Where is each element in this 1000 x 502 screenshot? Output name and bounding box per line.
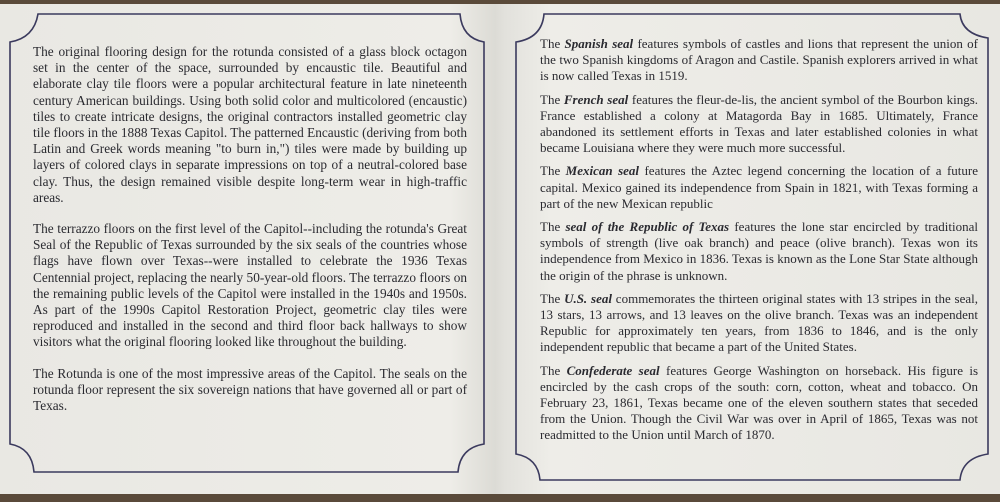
- paragraph-us-seal: The U.S. seal commemorates the thirteen original states with 13 stripes in the seal, 13 stars, 13 arrows, and 13 leaves on the olive branch. Texas was an independent Republic for approximately ten years, from 1836 to 1846, and is the only independent republic that became a part of the United States.: [540, 290, 979, 355]
- right-page: [500, 4, 1000, 494]
- paragraph-mexican-seal: The Mexican seal features the Aztec legend concerning the location of a future capital. Mexico gained its independence from Spain in 1821, with Texas forming a part of the new Mexican republic: [540, 163, 978, 211]
- left-page: [0, 4, 494, 494]
- seal-name-french: French seal: [563, 91, 629, 107]
- paragraph-confederate-seal: The Confederate seal features George Washington on horseback. His figure is encircled by the cash crops of the south: corn, cotton, wheat and tobacco. On February 23, 1861, Texas became one of the eleven southern states that seceded from the Union. Though the Civil War was over in April of 1865, Texas was not readmitted to the Union until March of 1870.: [540, 362, 979, 443]
- paragraph-republic-of-texas-seal: The seal of the Republic of Texas features the lone star encircled by traditional symbols of strength (live oak branch) and peace (olive branch). Texas won its independence from Mexico in 1836. Texas is known as the Lone Star State although the origin of the phrase is unknown.: [540, 219, 979, 283]
- paragraph-french-seal: The French seal features the fleur-de-lis, the ancient symbol of the Bourbon kings. France established a colony at Matagorda Bay in 1685. Ultimately, France abandoned its settlement efforts in Texas and later established colonies in what became Louisiana where they were much more successful.: [540, 91, 979, 156]
- seal-name-spanish: Spanish seal: [564, 36, 634, 51]
- seal-name-mexican: Mexican seal: [565, 163, 640, 179]
- paragraph-spanish-seal: The Spanish seal features symbols of castles and lions that represent the union of the two Spanish kingdoms of Aragon and Castile. Spanish explorers arrived in what is now called Texas in 1519.: [540, 36, 978, 84]
- paragraph-terrazzo-floors: The terrazzo floors on the first level of the Capitol--including the rotunda's Great Seal of the Republic of Texas surrounded by the six seals of the countries whose flags have flown over Texas--were installed to celebrate the 1936 Texas Centennial project, replacing the nearly 50-year-old floors. The terrazzo floors on the remaining public levels of the Capitol were installed in the 1940s and 1950s. As part of the 1990s Capitol Restoration Project, geometric clay tiles were reproduced and installed in the second and third floor back hallways to show visitors what the original flooring looked like throughout the building.: [33, 221, 467, 350]
- seal-name-us: U.S. seal: [564, 290, 612, 306]
- left-page-text: [33, 44, 467, 429]
- paragraph-rotunda-seals: The Rotunda is one of the most impressive areas of the Capitol. The seals on the rotunda floor represent the six sovereign nations that have governed all or part of Texas.: [33, 365, 467, 414]
- seal-name-republic-of-texas: seal of the Republic of Texas: [565, 219, 730, 235]
- booklet-spread: [0, 4, 1000, 494]
- paragraph-rotunda-flooring: The original flooring design for the rotunda consisted of a glass block octagon set in the center of the space, surrounded by encaustic tile. Beautiful and elaborate clay tile floors were a popular architectural feature in late nineteenth century American buildings. Using both solid color and multicolored (encaustic) tiles to create intricate designs, the original contractors installed geometric clay tile floors in the 1888 Texas Capitol. The patterned Encaustic (deriving from both Latin and Greek words meaning "to burn in,") tiles were made by building up layers of colored clays in separate impressions on top of a neutral-colored base clay. Thus, the design remained visible despite long-term wear in high-traffic areas.: [33, 44, 467, 205]
- right-page-text: [540, 36, 978, 451]
- seal-name-confederate: Confederate seal: [566, 362, 660, 378]
